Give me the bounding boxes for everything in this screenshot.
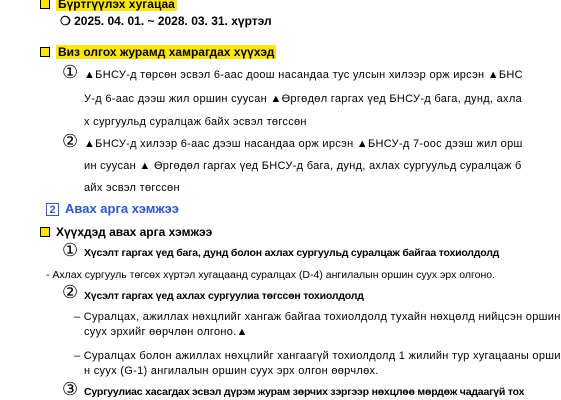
sub1-text: - Ахлах сургууль төгсөх хүртэл хугацаанд суралцах (D-4) ангилалын оршин суух эрх олгоно. [46, 269, 496, 281]
period-line: ❍ 2025. 04. 01. ~ 2028. 03. 31. хүртэл [60, 14, 272, 28]
section-2-title [46, 201, 179, 216]
heading-box-icon [40, 227, 50, 237]
heading-text: Хүүхдэд авах арга хэмжээ [56, 225, 213, 239]
sub2-bullet2-line2: н суух (G-1) ангилалын оршин суух эрх олгон өөрчлөх. [84, 365, 379, 377]
item1-line2: У-д 6-аас дээш жил оршин суусан ▲Өргөдөл гаргах үед БНСУ-д бага, дунд, ахла [84, 93, 522, 105]
sub2-bullet1-line2: суух эрхийг өөрчлөн олгоно.▲ [84, 326, 248, 338]
sub1-title: Хүсэлт гаргах үед бага, дунд болон ахлах сургуульд суралцаж байгаа тохиолдолд [84, 247, 500, 259]
heading-text: Бүртгүүлэх хугацаа [56, 0, 177, 11]
item-number-1: ① [62, 62, 79, 82]
section-title-text: Авах арга хэмжээ [65, 201, 179, 216]
heading-box-icon [40, 47, 50, 57]
item1-line3: х сургуульд суралцаж байх эсвэл төгссөн [84, 116, 307, 128]
item2-line1: ▲БНСУ-д хилээр 6-аас дээш насандаа орж ирсэн ▲БНСУ-д 7-оос дээш жил орш [84, 138, 523, 150]
heading-box-icon [40, 0, 50, 9]
sub-number-3: ③ [62, 379, 79, 399]
sub-number-1: ① [62, 240, 79, 260]
item2-line2: ин суусан ▲ Өргөдөл гаргах үед БНСУ-д бага, дунд, ахлах сургуульд суралцаж б [84, 160, 522, 172]
eligible-children-heading [40, 43, 276, 61]
item1-line1: ▲БНСУ-д төрсөн эсвэл 6-аас доош насандаа тус улсын хилээр орж ирсэн ▲БНС [84, 69, 523, 81]
sub2-bullet1-line1: – Суралцах, ажиллах нөхцлийг хангаж байгаа тохиолдолд тухайн нөхцөлд нийцсэн оршин [74, 311, 561, 323]
item-number-2: ② [62, 131, 79, 151]
item2-line3: айх эсвэл төгссөн [84, 182, 180, 194]
heading-text: Виз олгох журамд хамрагдах хүүхэд [58, 45, 275, 59]
measures-for-children-heading [40, 223, 212, 241]
sub-number-2: ② [62, 282, 79, 302]
sub2-bullet2-line1: – Суралцах болон ажиллах нөхцлийг хангаагүй тохиолдолд 1 жилийн тур хугацааны орши [74, 350, 561, 362]
section-number-box: 2 [46, 203, 59, 216]
sub3-title: Сургуулиас хасагдах эсвэл дүрэм журам зөрчих зэргээр нөхцлөө мөрдөж чадаагүй тох [84, 386, 525, 398]
sub2-title: Хүсэлт гаргах үед ахлах сургуулиа төгссөн тохиолдолд [84, 290, 364, 302]
registration-period-heading [40, 0, 177, 13]
